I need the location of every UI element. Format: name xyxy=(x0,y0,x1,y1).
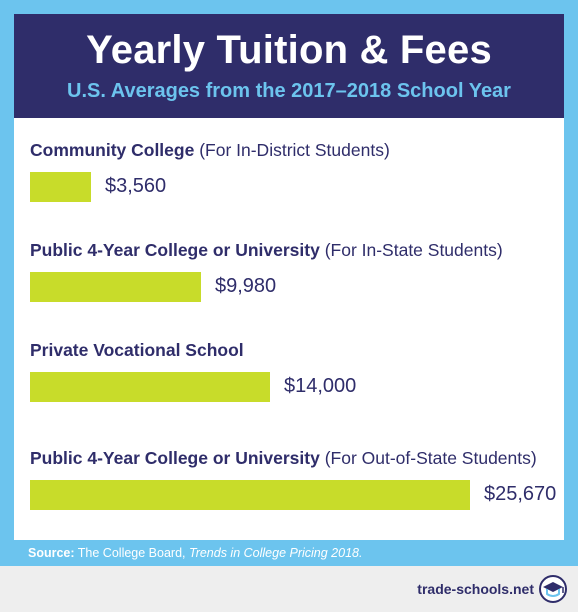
header-banner xyxy=(14,14,564,118)
category-note: (For In-District Students) xyxy=(194,140,390,160)
category-label xyxy=(30,340,244,361)
value-label: $14,000 xyxy=(284,375,357,397)
chart-title: Yearly Tuition & Fees xyxy=(86,28,492,72)
category-name: Public 4-Year College or University xyxy=(30,240,320,260)
source-work: Trends in College Pricing 2018. xyxy=(188,546,363,560)
source-note xyxy=(28,546,362,560)
chart-panel xyxy=(14,118,564,540)
source-label: Source: xyxy=(28,546,75,560)
category-label xyxy=(30,448,537,469)
category-label xyxy=(30,140,390,161)
category-name: Public 4-Year College or University xyxy=(30,448,320,468)
graduation-cap-icon xyxy=(538,574,568,604)
value-label: $3,560 xyxy=(105,175,167,197)
category-label xyxy=(30,240,503,261)
category-name: Private Vocational School xyxy=(30,340,244,360)
bar xyxy=(30,480,470,510)
category-name: Community College xyxy=(30,140,195,160)
value-label: $25,670 xyxy=(484,483,557,505)
chart-subtitle: U.S. Averages from the 2017–2018 School Year xyxy=(67,80,511,102)
category-note: (For In-State Students) xyxy=(319,240,503,260)
bar xyxy=(30,172,91,202)
bar xyxy=(30,272,201,302)
brand-name[interactable]: trade-schools.net xyxy=(417,581,534,597)
bar xyxy=(30,372,270,402)
category-note: (For Out-of-State Students) xyxy=(319,448,537,468)
footer xyxy=(0,566,578,612)
source-publisher: The College Board, xyxy=(77,546,186,560)
value-label: $9,980 xyxy=(215,275,277,297)
